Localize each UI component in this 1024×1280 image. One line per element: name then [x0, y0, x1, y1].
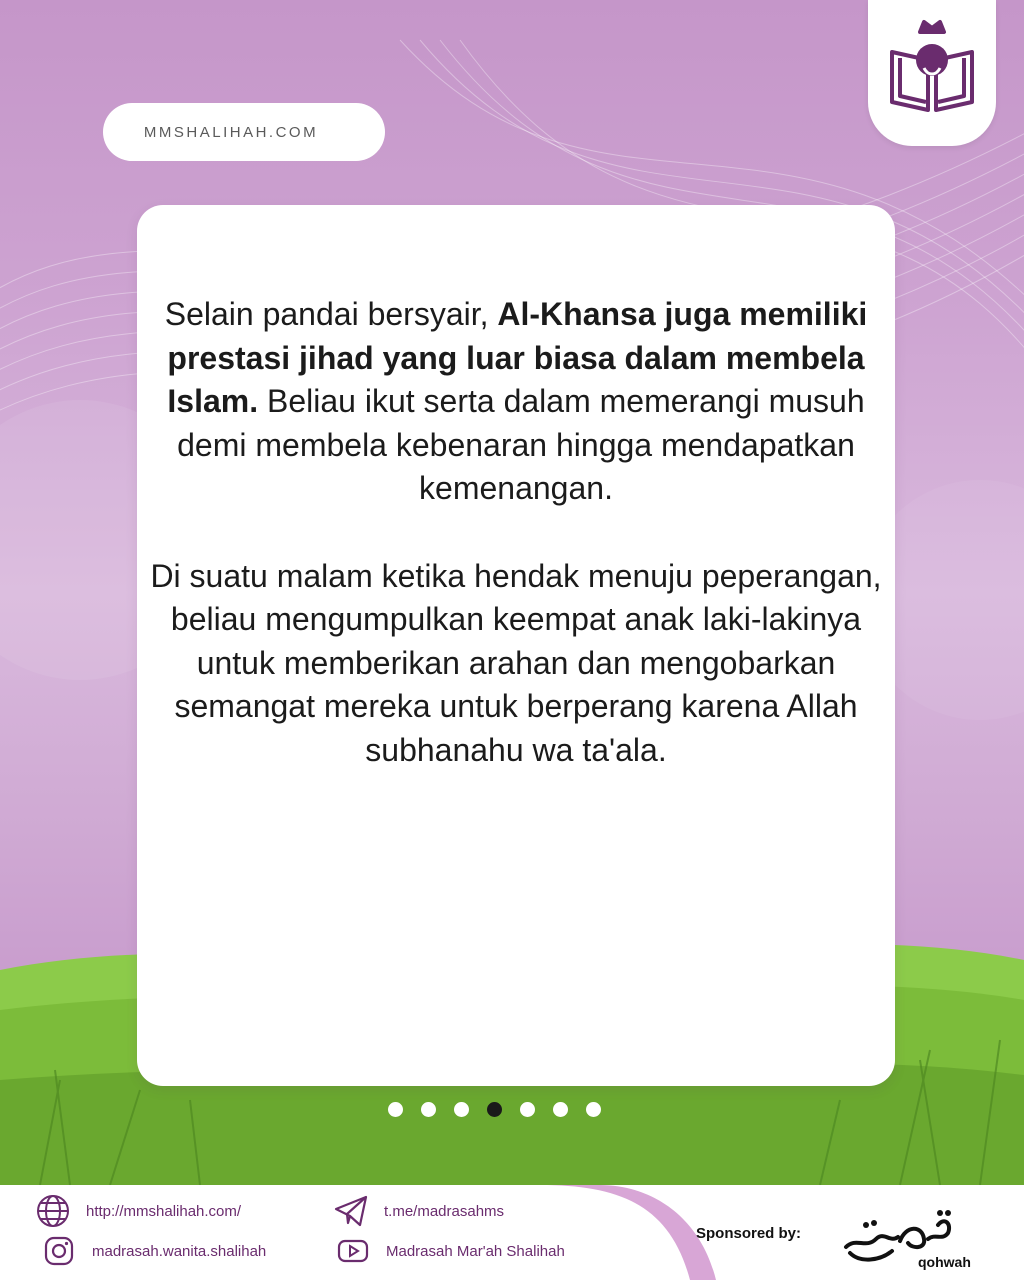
qohwah-logo-icon	[836, 1203, 976, 1271]
book-crown-logo-icon	[878, 12, 986, 122]
telegram-icon	[334, 1194, 368, 1228]
paragraph-1-highlight: Al-Khansa juga memiliki prestasi jihad yang luar biasa dalam membela Islam.	[167, 296, 868, 420]
footer-website[interactable]	[36, 1194, 241, 1228]
footer-instagram[interactable]	[42, 1234, 266, 1268]
telegram-link[interactable]: t.me/madrasahms	[384, 1202, 505, 1220]
paragraph-1	[137, 293, 895, 511]
youtube-channel[interactable]: Madrasah Mar'ah Shalihah	[386, 1242, 565, 1260]
card-text	[137, 293, 895, 773]
instagram-icon	[42, 1234, 76, 1268]
footer	[0, 1185, 1024, 1280]
pagination-dot[interactable]	[388, 1102, 403, 1117]
website-link[interactable]: http://mmshalihah.com/	[86, 1202, 242, 1220]
pagination-dot[interactable]	[454, 1102, 469, 1117]
pagination-dot[interactable]	[520, 1102, 535, 1117]
pagination-dot[interactable]	[421, 1102, 436, 1117]
paragraph-1-rest: Beliau ikut serta dalam memerangi musuh demi membela kebenaran hingga mendapatkan kemenangan.	[177, 383, 865, 507]
pagination-dots	[388, 1102, 601, 1118]
website-pill[interactable]	[103, 103, 385, 161]
pagination-dot[interactable]	[586, 1102, 601, 1117]
pagination-dot[interactable]	[553, 1102, 568, 1117]
footer-telegram[interactable]	[334, 1194, 504, 1228]
brand-logo-tab	[868, 0, 996, 146]
instagram-handle[interactable]: madrasah.wanita.shalihah	[92, 1242, 267, 1260]
paragraph-1-lead: Selain pandai bersyair,	[164, 296, 498, 332]
sponsored-by-label: Sponsored by:	[696, 1225, 802, 1242]
footer-youtube[interactable]	[336, 1234, 565, 1268]
website-pill-label: MMSHALIHAH.COM	[143, 123, 319, 141]
globe-icon	[36, 1194, 70, 1228]
paragraph-2: Di suatu malam ketika hendak menuju peperangan, beliau mengumpulkan keempat anak laki-lakinya untuk memberikan arahan dan mengobarkan semangat mereka untuk berperang karena Allah subhanahu wa ta'ala.	[150, 557, 882, 768]
sponsor-name: qohwah	[918, 1254, 971, 1270]
sponsor-logo	[836, 1203, 976, 1276]
youtube-icon	[336, 1234, 370, 1268]
content-card	[137, 205, 895, 1086]
pagination-dot-active[interactable]	[487, 1102, 502, 1117]
